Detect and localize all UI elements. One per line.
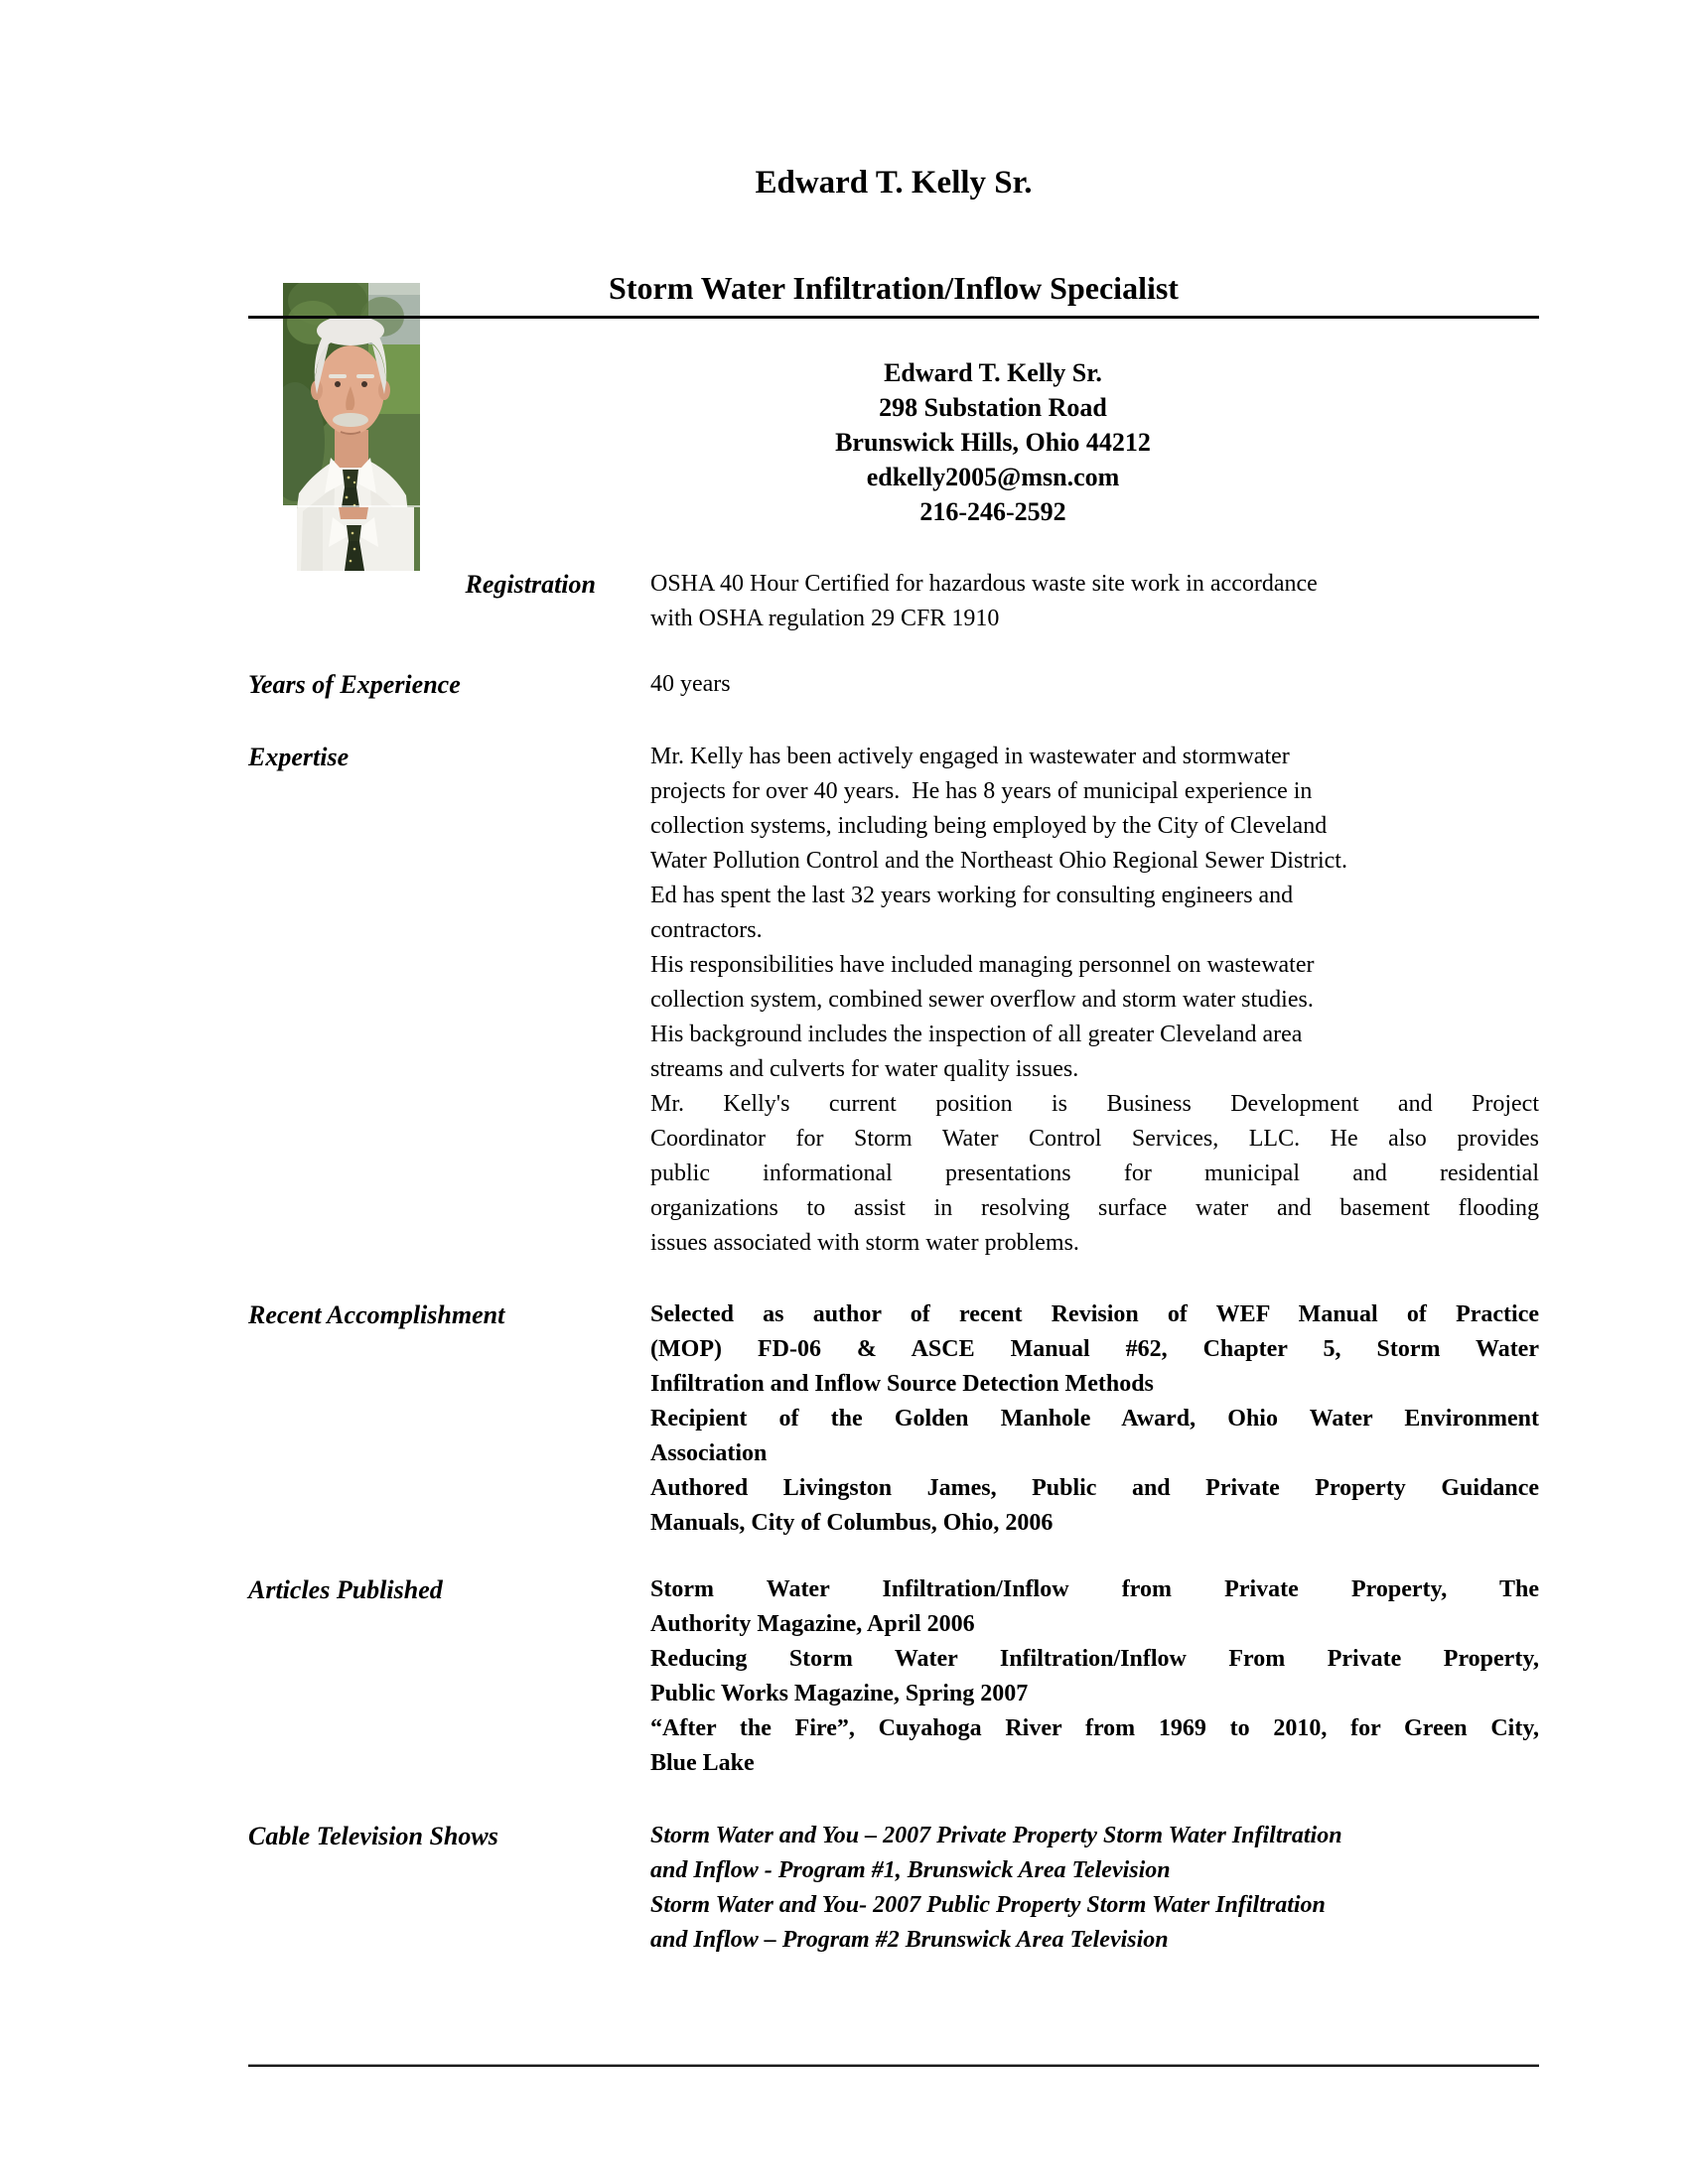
text-line: Manuals, City of Columbus, Ohio, 2006 xyxy=(650,1510,1054,1536)
text-line: and Inflow - Program #1, Brunswick Area Television xyxy=(650,1857,1171,1883)
section-body-cable-television-shows xyxy=(650,1819,1539,1958)
text-line: collection system, combined sewer overflow and storm water studies. xyxy=(650,987,1314,1013)
text-line: Coordinator for Storm Water Control Services, LLC. He also provides xyxy=(650,1126,1539,1152)
text-line: with OSHA regulation 29 CFR 1910 xyxy=(650,606,1000,631)
section-body-expertise xyxy=(650,740,1539,1261)
text-line: projects for over 40 years. He has 8 years of municipal experience in xyxy=(650,778,1313,804)
section-label-expertise: Expertise xyxy=(248,743,350,771)
contact-street: 298 Substation Road xyxy=(879,393,1107,422)
contact-name: Edward T. Kelly Sr. xyxy=(884,358,1102,387)
contact-email: edkelly2005@msn.com xyxy=(866,463,1120,491)
portrait-photo xyxy=(283,283,420,571)
document-subtitle: Storm Water Infiltration/Inflow Specialist xyxy=(609,270,1179,306)
text-line: Authority Magazine, April 2006 xyxy=(650,1611,975,1637)
text-line: 40 years xyxy=(650,671,731,697)
text-line: Ed has spent the last 32 years working for consulting engineers and xyxy=(650,883,1294,908)
section-body-articles-published xyxy=(650,1572,1539,1781)
text-line: “After the Fire”, Cuyahoga River from 1969 to 2010, for Green City, xyxy=(650,1715,1539,1741)
text-line: Mr. Kelly's current position is Business Development and Project xyxy=(650,1091,1539,1117)
text-line: and Inflow – Program #2 Brunswick Area Television xyxy=(650,1927,1169,1953)
section-label-articles-published: Articles Published xyxy=(248,1575,443,1604)
text-line: (MOP) FD-06 & ASCE Manual #62, Chapter 5, Storm Water xyxy=(650,1336,1539,1362)
text-line: contractors. xyxy=(650,917,763,943)
text-line: public informational presentations for municipal and residential xyxy=(650,1160,1539,1186)
text-line: Recipient of the Golden Manhole Award, Ohio Water Environment xyxy=(650,1406,1539,1432)
text-line: issues associated with storm water problems. xyxy=(650,1230,1079,1256)
text-line: His background includes the inspection of all greater Cleveland area xyxy=(650,1022,1303,1047)
section-body-recent-accomplishment xyxy=(650,1297,1539,1541)
text-line: Water Pollution Control and the Northeast Ohio Regional Sewer District. xyxy=(650,848,1347,874)
text-line: Association xyxy=(650,1440,768,1466)
page-title: Edward T. Kelly Sr. xyxy=(755,165,1033,201)
text-line: Storm Water and You- 2007 Public Property Storm Water Infiltration xyxy=(650,1892,1326,1918)
text-line: Selected as author of recent Revision of WEF Manual of Practice xyxy=(650,1301,1539,1327)
text-line: Authored Livingston James, Public and Private Property Guidance xyxy=(650,1475,1539,1501)
text-line: Infiltration and Inflow Source Detection Methods xyxy=(650,1371,1154,1397)
contact-phone: 216-246-2592 xyxy=(919,497,1066,526)
section-label-registration: Registration xyxy=(465,570,596,599)
section-label-recent-accomplishment: Recent Accomplishment xyxy=(248,1300,505,1329)
section-body-registration xyxy=(650,567,1539,636)
text-line: His responsibilities have included managing personnel on wastewater xyxy=(650,952,1315,978)
section-label-cable-television-shows: Cable Television Shows xyxy=(248,1822,498,1850)
contact-block xyxy=(447,355,1539,529)
text-line: organizations to assist in resolving surface water and basement flooding xyxy=(650,1195,1539,1221)
text-line: Mr. Kelly has been actively engaged in wastewater and stormwater xyxy=(650,744,1290,769)
text-line: Blue Lake xyxy=(650,1750,755,1776)
text-line: streams and culverts for water quality issues. xyxy=(650,1056,1079,1082)
footer-divider xyxy=(248,2064,1539,2067)
text-line: Reducing Storm Water Infiltration/Inflow From Private Property, xyxy=(650,1646,1539,1672)
text-line: Public Works Magazine, Spring 2007 xyxy=(650,1681,1029,1706)
contact-city-state-zip: Brunswick Hills, Ohio 44212 xyxy=(835,428,1151,457)
text-line: collection systems, including being employed by the City of Cleveland xyxy=(650,813,1328,839)
header-divider xyxy=(248,316,1539,319)
text-line: OSHA 40 Hour Certified for hazardous waste site work in accordance xyxy=(650,571,1318,597)
text-line: Storm Water Infiltration/Inflow from Private Property, The xyxy=(650,1576,1539,1602)
section-label-years-of-experience: Years of Experience xyxy=(248,670,461,699)
text-line: Storm Water and You – 2007 Private Property Storm Water Infiltration xyxy=(650,1823,1342,1848)
section-body-years-of-experience xyxy=(650,667,1539,702)
